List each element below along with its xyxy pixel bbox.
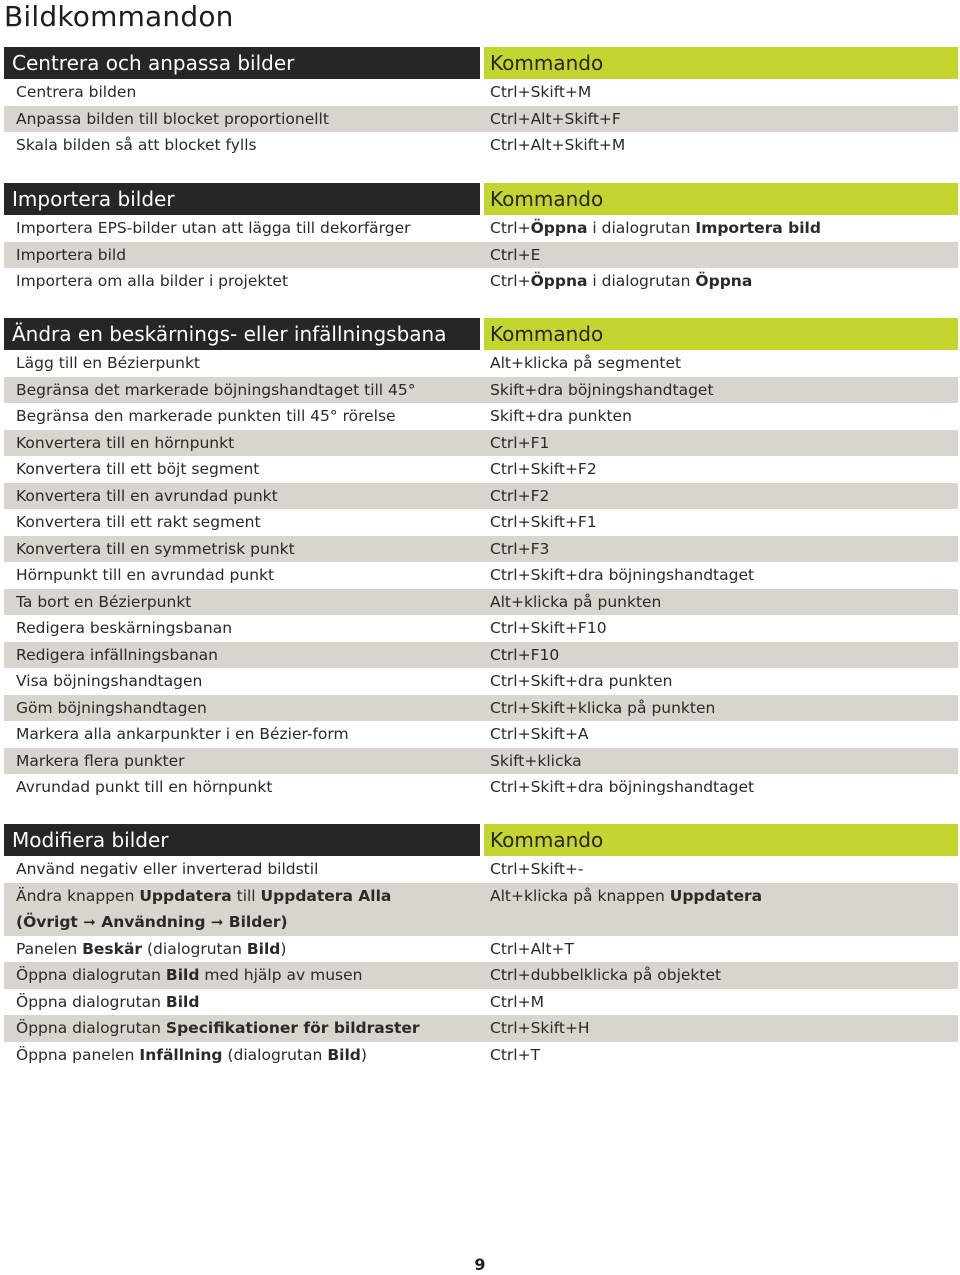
command-text: i dialogrutan (587, 219, 696, 237)
table-row (4, 615, 958, 642)
action-text: ) (360, 1045, 367, 1064)
table-row (4, 936, 958, 963)
action-cell: Konvertera till ett rakt segment (16, 513, 261, 531)
action-cell: Importera om alla bilder i projektet (16, 272, 289, 290)
action-text: (dialogrutan (222, 1045, 328, 1064)
table-row (4, 79, 958, 106)
action-cell: Centrera bilden (16, 83, 137, 101)
table-row (4, 589, 958, 616)
command-cell (484, 268, 958, 295)
action-cell: Skala bilden så att blocket fylls (16, 136, 257, 154)
command-cell: Skift+klicka (490, 751, 582, 770)
table-row (4, 430, 958, 457)
section-heading: Modifiera bilder (4, 824, 480, 856)
command-cell: Ctrl+Alt+Skift+F (490, 109, 621, 128)
arrow-right-icon: ➞ (210, 913, 224, 931)
action-text: Öppna dialogrutan (16, 992, 166, 1011)
section-heading: Centrera och anpassa bilder (4, 47, 480, 79)
command-cell: Ctrl+Skift+- (490, 860, 584, 878)
command-cell: Skift+dra böjningshandtaget (490, 380, 714, 399)
action-cell: Ta bort en Bézierpunkt (16, 592, 192, 611)
action-cell: Lägg till en Bézierpunkt (16, 354, 201, 372)
command-text: Ctrl+ (490, 272, 531, 290)
action-cell: Redigera beskärningsbanan (16, 619, 233, 637)
dialog-name: Bild (246, 939, 281, 958)
table-row (4, 774, 958, 801)
table-row (4, 242, 958, 269)
action-text: till (231, 886, 261, 905)
command-cell: Ctrl+E (490, 245, 541, 264)
section-modifiera (4, 824, 958, 1068)
command-key: Öppna (530, 272, 588, 290)
command-cell: Ctrl+Skift+F1 (490, 513, 597, 531)
table-row (4, 106, 958, 133)
action-cell: Avrundad punkt till en hörnpunkt (16, 778, 273, 796)
panel-name: Beskär (82, 939, 143, 958)
action-text: Ändra knappen (16, 886, 140, 905)
action-cell: Redigera infällningsbanan (16, 645, 218, 664)
action-cell: Hörnpunkt till en avrundad punkt (16, 566, 275, 584)
table-row (4, 883, 958, 936)
table-row (4, 695, 958, 722)
dialog-name: Bild (165, 992, 200, 1011)
menu-item: Bilder) (223, 913, 288, 931)
table-row (4, 403, 958, 430)
action-cell: Använd negativ eller inverterad bildstil (16, 860, 319, 878)
command-text: Ctrl+ (490, 219, 531, 237)
command-cell: Ctrl+Alt+Skift+M (490, 136, 626, 154)
section-bana (4, 318, 958, 801)
button-name: Uppdatera (669, 886, 763, 905)
action-line (16, 883, 484, 910)
dialog-name: Öppna (695, 272, 753, 290)
action-cell: Begränsa den markerade punkten till 45° rörelse (16, 407, 396, 425)
command-cell: Ctrl+Skift+A (490, 725, 589, 743)
command-cell: Ctrl+Skift+M (490, 83, 592, 101)
section-header (4, 318, 958, 350)
command-cell: Ctrl+Skift+F2 (490, 460, 597, 478)
command-cell: Ctrl+Alt+T (490, 939, 575, 958)
command-cell: Ctrl+Skift+dra böjningshandtaget (490, 778, 755, 796)
action-cell: Importera bild (16, 245, 127, 264)
table-row (4, 856, 958, 883)
command-cell: Ctrl+Skift+dra punkten (490, 672, 673, 690)
command-heading: Kommando (484, 824, 958, 856)
action-cell: Markera flera punkter (16, 751, 185, 770)
table-row (4, 748, 958, 775)
command-cell: Alt+klicka på segmentet (490, 354, 682, 372)
action-text: Panelen (16, 939, 83, 958)
page-title: Bildkommandon (4, 0, 234, 33)
table-row (4, 377, 958, 404)
action-cell (4, 1015, 484, 1042)
action-cell (4, 962, 484, 989)
dialog-name: Specifikationer för bildraster (165, 1019, 420, 1037)
command-text: i dialogrutan (587, 272, 696, 290)
table-row (4, 721, 958, 748)
command-cell (484, 883, 958, 936)
section-header (4, 824, 958, 856)
action-text: ) (280, 939, 287, 958)
command-cell: Ctrl+dubbelklicka på objektet (490, 966, 722, 984)
table-row (4, 668, 958, 695)
table-row (4, 1015, 958, 1042)
command-cell: Ctrl+Skift+F10 (490, 619, 607, 637)
bana-rows (4, 350, 958, 801)
arrow-right-icon: ➞ (83, 913, 96, 931)
action-cell: Konvertera till ett böjt segment (16, 460, 260, 478)
command-cell: Ctrl+F2 (490, 486, 550, 505)
menu-path (16, 909, 484, 936)
action-cell: Begränsa det markerade böjningshandtaget till 45° (16, 380, 416, 399)
button-name: Uppdatera Alla (260, 886, 392, 905)
button-name: Uppdatera (139, 886, 232, 905)
section-importera (4, 183, 958, 295)
command-cell: Ctrl+Skift+dra böjningshandtaget (490, 566, 755, 584)
command-cell: Ctrl+F10 (490, 645, 560, 664)
action-text: Öppna panelen (16, 1045, 140, 1064)
action-text: Öppna dialogrutan (16, 1019, 166, 1037)
command-cell: Alt+klicka på punkten (490, 592, 662, 611)
command-cell: Ctrl+F3 (490, 539, 550, 558)
table-row (4, 456, 958, 483)
command-text: Alt+klicka på knappen (490, 886, 670, 905)
section-header (4, 47, 958, 79)
command-cell: Ctrl+Skift+klicka på punkten (490, 698, 716, 717)
command-heading: Kommando (484, 47, 958, 79)
command-heading: Kommando (484, 183, 958, 215)
command-heading: Kommando (484, 318, 958, 350)
action-cell: Göm böjningshandtagen (16, 698, 207, 717)
table-row (4, 483, 958, 510)
dialog-name: Bild (327, 1045, 361, 1064)
section-header (4, 183, 958, 215)
table-row (4, 509, 958, 536)
command-cell: Ctrl+T (490, 1045, 541, 1064)
dialog-name: Bild (165, 966, 200, 984)
action-cell: Konvertera till en avrundad punkt (16, 486, 278, 505)
table-row (4, 562, 958, 589)
table-row (4, 989, 958, 1016)
menu-item: (Övrigt (16, 913, 84, 931)
menu-item: Användning (95, 913, 211, 931)
table-row (4, 215, 958, 242)
action-cell: Visa böjningshandtagen (16, 672, 203, 690)
dialog-name: Importera bild (695, 219, 821, 237)
action-cell: Importera EPS-bilder utan att lägga till dekorfärger (16, 219, 411, 237)
action-text: Öppna dialogrutan (16, 966, 166, 984)
action-cell: Anpassa bilden till blocket proportionellt (16, 109, 329, 128)
action-text: med hjälp av musen (199, 966, 363, 984)
table-row (4, 268, 958, 295)
panel-name: Infällning (139, 1045, 223, 1064)
command-cell: Ctrl+M (490, 992, 544, 1011)
action-cell (4, 936, 484, 963)
section-centrera (4, 47, 958, 159)
table-row (4, 1042, 958, 1069)
action-cell (4, 1042, 484, 1069)
action-cell: Markera alla ankarpunkter i en Bézier-form (16, 725, 349, 743)
command-cell: Ctrl+Skift+H (490, 1019, 590, 1037)
action-cell: Konvertera till en hörnpunkt (16, 433, 235, 452)
table-row (4, 536, 958, 563)
table-row (4, 962, 958, 989)
table-row (4, 642, 958, 669)
section-heading: Ändra en beskärnings- eller infällningsbana (4, 318, 480, 350)
action-cell (4, 883, 484, 936)
action-text: (dialogrutan (142, 939, 247, 958)
action-cell (4, 989, 484, 1016)
command-cell (484, 215, 958, 242)
command-key: Öppna (530, 219, 588, 237)
page-number: 9 (474, 1255, 486, 1274)
action-cell: Konvertera till en symmetrisk punkt (16, 539, 295, 558)
section-heading: Importera bilder (4, 183, 480, 215)
table-row (4, 350, 958, 377)
command-cell: Skift+dra punkten (490, 407, 632, 425)
table-row (4, 132, 958, 159)
command-cell: Ctrl+F1 (490, 433, 550, 452)
